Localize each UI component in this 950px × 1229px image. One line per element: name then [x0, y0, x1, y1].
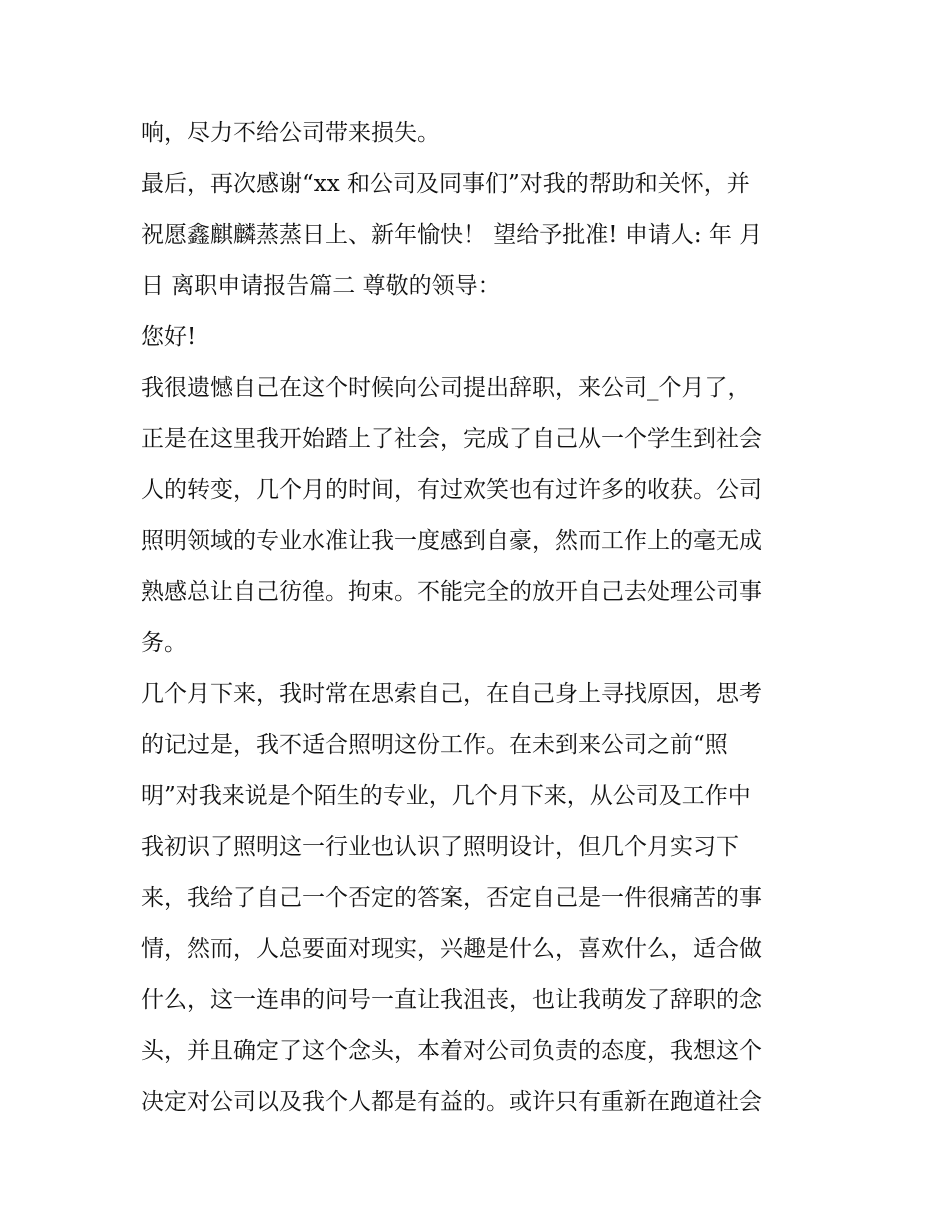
text-line: 决定对公司以及我个人都是有益的。或许只有重新在跑道社会: [141, 1089, 762, 1115]
text-line: 日 离职申请报告篇二 尊敬的领导：: [141, 273, 501, 299]
text-line: 来，我给了自己一个否定的答案，否定自己是一件很痛苦的事: [141, 885, 762, 911]
text-line: 的记过是，我不适合照明这份工作。在未到来公司之前“照: [141, 732, 728, 758]
text-line: 您好!: [141, 324, 197, 350]
document-body: [141, 108, 821, 1128]
text-line: 正是在这里我开始踏上了社会，完成了自己从一个学生到社会: [141, 426, 762, 452]
text-line: 我很遗憾自己在这个时候向公司提出辞职，来公司_个月了，: [141, 375, 751, 401]
text-line: 最后，再次感谢“xx 和公司及同事们”对我的帮助和关怀，并: [141, 171, 750, 197]
text-line: 明”对我来说是个陌生的专业，几个月下来，从公司及工作中: [141, 783, 751, 809]
text-line: 几个月下来，我时常在思索自己，在自己身上寻找原因，思考: [141, 681, 762, 707]
text-line: 头，并且确定了这个念头，本着对公司负责的态度，我想这个: [141, 1038, 762, 1064]
text-line: 响，尽力不给公司带来损失。: [141, 120, 440, 146]
text-line: 什么，这一连串的问号一直让我沮丧，也让我萌发了辞职的念: [141, 987, 762, 1013]
text-line: 熟感总让自己彷徨。拘束。不能完全的放开自己去处理公司事: [141, 579, 762, 605]
text-line: 务。: [141, 630, 187, 656]
text-line: 祝愿鑫麒麟蒸蒸日上、新年愉快！ 望给予批准! 申请人: 年 月: [141, 222, 763, 248]
text-line: 照明领域的专业水准让我一度感到自豪，然而工作上的毫无成: [141, 528, 762, 554]
text-line: 情，然而，人总要面对现实，兴趣是什么，喜欢什么，适合做: [141, 936, 762, 962]
text-line: 我初识了照明这一行业也认识了照明设计，但几个月实习下: [141, 834, 739, 860]
text-line: 人的转变，几个月的时间，有过欢笑也有过许多的收获。公司: [141, 477, 762, 503]
